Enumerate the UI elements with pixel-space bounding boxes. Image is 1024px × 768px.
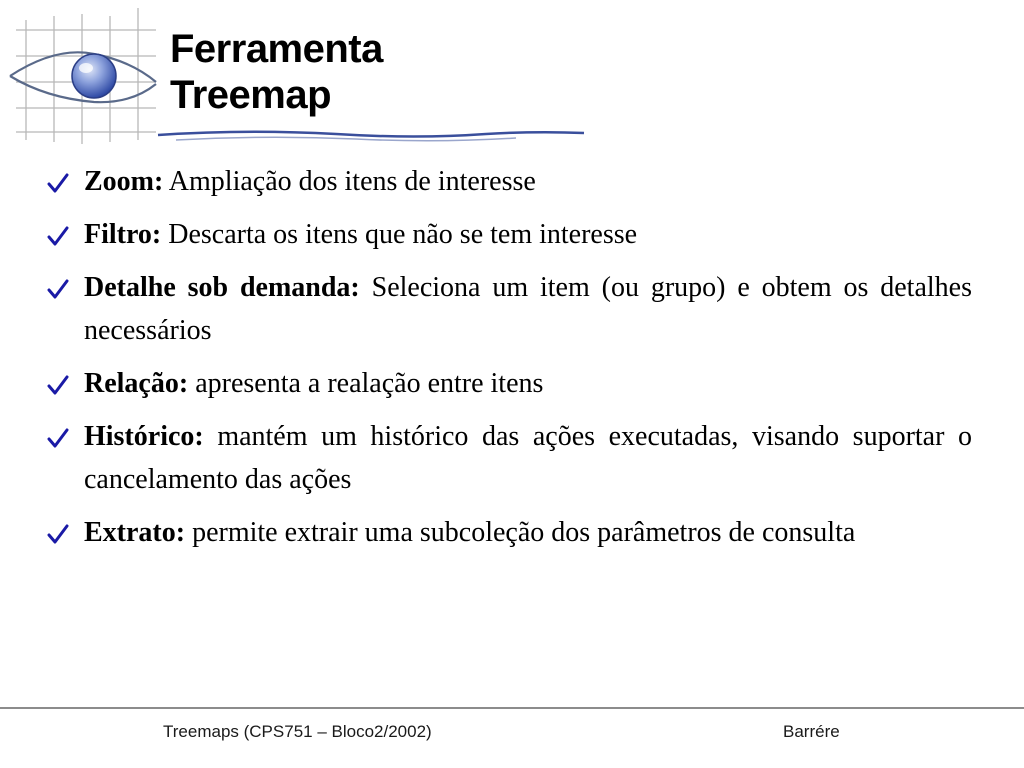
title-underline-swoosh — [156, 126, 586, 148]
bullet-term: Histórico: — [84, 421, 204, 452]
title-line-2: Treemap — [170, 73, 332, 117]
bullet-relacao — [44, 362, 972, 405]
checkmark-icon — [46, 523, 70, 545]
footer-author: Barrére — [783, 722, 840, 741]
bullet-zoom — [44, 160, 972, 203]
bullet-list — [44, 160, 972, 554]
bullet-term: Filtro: — [84, 219, 162, 250]
title-line-1: Ferramenta — [170, 27, 383, 71]
bullet-term: Zoom: — [84, 166, 164, 197]
bullet-term: Extrato: — [84, 517, 186, 548]
bullet-extrato — [44, 511, 972, 554]
bullet-text: permite extrair uma subcoleção dos parâmetros de consulta — [185, 517, 856, 548]
bullet-filtro — [44, 213, 972, 256]
bullet-text: Seleciona um item (ou grupo) e obtem os detalhes necessários — [84, 272, 972, 346]
checkmark-icon — [46, 278, 70, 300]
checkmark-icon — [46, 172, 70, 194]
footer-course: Treemaps (CPS751 – Bloco2/2002) — [163, 722, 432, 741]
bullet-historico — [44, 415, 972, 501]
checkmark-icon — [46, 427, 70, 449]
bullet-text: Descarta os itens que não se tem interesse — [161, 219, 638, 250]
bullet-term: Detalhe sob demanda: — [84, 272, 360, 303]
bullet-detalhe — [44, 266, 972, 352]
bullet-text: Ampliação dos itens de interesse — [163, 166, 536, 197]
checkmark-icon — [46, 374, 70, 396]
checkmark-icon — [46, 225, 70, 247]
bullet-text: mantém um histórico das ações executadas, visando suportar o cancelamento das ações — [84, 421, 972, 495]
bullet-text: apresenta a realação entre itens — [188, 368, 544, 399]
eye-grid-logo — [6, 6, 166, 146]
slide-title — [170, 26, 383, 118]
bullet-term: Relação: — [84, 368, 189, 399]
footer-divider — [0, 707, 1024, 709]
